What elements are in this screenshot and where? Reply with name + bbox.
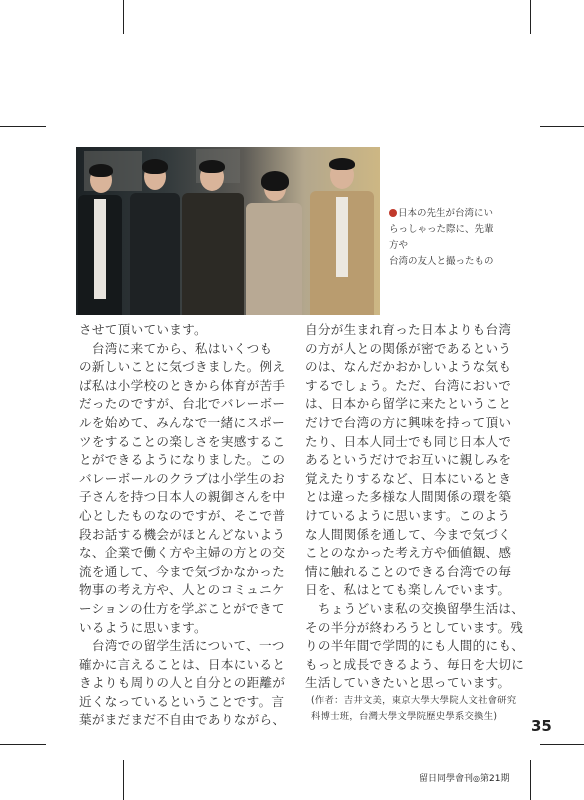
text-line: な人間関係を通して、今まで気づく [305,526,512,542]
text-line: とは違った多様な人間関係の環を築 [305,489,512,505]
text-line: 生活していきたいと思っています。 [305,675,511,691]
text-line: ちょうどいま私の交換留學生活は、 [305,600,525,616]
text-line: な、企業で働く方や主婦の方との交 [79,545,286,561]
crop-mark-left-h [0,126,46,127]
crop-mark-bottom-right-v [530,760,531,800]
author-credit-line: 科博士班，台灣大學文學院歷史學系交換生) [311,710,498,722]
person-figure [130,193,180,315]
text-line: させて頂いています。 [79,322,207,337]
person-shirt [94,199,106,299]
text-line: いるように思います。 [79,619,207,635]
footer-mark-icon: ◎ [473,774,480,783]
caption-line: らっしゃった際に、先輩方や [389,224,494,251]
text-line: 覚えたりするなど、日本にいるとき [305,470,512,486]
crop-mark-top-right-v [530,0,531,34]
text-line: ば私は小学校のときから体育が苦手 [79,377,286,393]
photo-caption [389,206,499,270]
person-hair [89,164,113,177]
text-line: の新しいことに気づきました。例え [79,359,286,375]
person-hair [329,158,355,170]
person-shirt [336,197,348,277]
text-line: 情に触れることのできる台湾での毎 [305,563,512,579]
text-line: だけで台湾の方に興味を持って頂い [305,414,512,430]
text-line: のは、なんだかおかしいような気も [305,359,512,375]
text-line: は、日本から留学に来たということ [305,396,512,412]
crop-mark-right-h [540,126,584,127]
text-line: ことのなかった考え方や価値観、感 [305,545,512,561]
text-line: 自分が生まれ育った日本よりも台湾 [305,322,512,337]
footer-journal-name: 留日同學會刊 [419,774,474,784]
text-line: 葉がまだまだ不自由でありながら、 [79,712,286,728]
text-line: りの半年間で学問的にも人間的にも、 [305,638,525,654]
author-credit-line: (作者：吉井文美，東京大學大學院人文社會研究 [311,694,517,706]
person-hair [261,171,289,191]
crop-mark-bottom-left-h [0,744,46,745]
text-line: その半分が終わろうとしています。残 [305,619,524,635]
text-line: 心としたものなのですが、そこで普 [79,507,286,523]
text-line: 日を、私はとても楽しんでいます。 [305,582,511,598]
text-line: 子さんを持つ日本人の親御さんを中 [79,489,286,505]
crop-mark-bottom-right-h [540,744,584,745]
text-line: 確かに言えることは、日本にいると [79,656,286,672]
text-line: バレーボールのクラブは小学生のお [79,470,286,486]
text-line: とができるようになりました。この [79,452,286,468]
text-line: あるというだけでお互いに親しみを [305,452,512,468]
text-line: ルを始めて、みんなで一緒にスポー [79,414,286,430]
text-line: の方が人との関係が密であるという [305,340,512,356]
article-column-left [79,321,291,730]
text-line: ツをすることの楽しさを実感するこ [79,433,286,449]
text-line: 近くなっているということです。言 [79,693,285,709]
person-hair [142,159,168,174]
footer-journal-title [419,771,509,784]
text-line: 段お話する機会がほとんどないよう [79,526,286,542]
caption-bullet-icon [389,209,397,217]
footer-issue: 第21期 [480,774,510,784]
text-line: だったのですが、台北でバレーボー [79,396,286,412]
text-line: きよりも周りの人と自分との距離が [79,675,286,691]
text-line: するでしょう。ただ、台湾においで [305,377,512,393]
text-line: けているように思います。このよう [305,507,511,523]
caption-line: 日本の先生が台湾にい [389,206,499,222]
text-line: 台湾での留学生活について、一つ [79,638,285,654]
text-line: もっと成長できるよう、毎日を大切に [305,656,525,672]
group-photo [76,147,380,315]
text-line: 台湾に来てから、私はいくつも [79,340,273,356]
article-column-right [305,321,525,725]
text-line: 物事の考え方や、人とのコミュニケ [79,582,285,598]
caption-line: 台湾の友人と撮ったもの [389,256,494,267]
text-line: たり、日本人同士でも同じ日本人で [305,433,512,449]
text-line: 流を通して、今まで気づかなかった [79,563,286,579]
crop-mark-top-left-v [123,0,124,34]
text-line: ーションの仕方を学ぶことができて [79,600,285,616]
person-figure [246,203,302,315]
person-hair [199,160,225,173]
page-number: 35 [531,717,552,735]
crop-mark-bottom-left-v [123,760,124,800]
person-figure [182,193,244,315]
